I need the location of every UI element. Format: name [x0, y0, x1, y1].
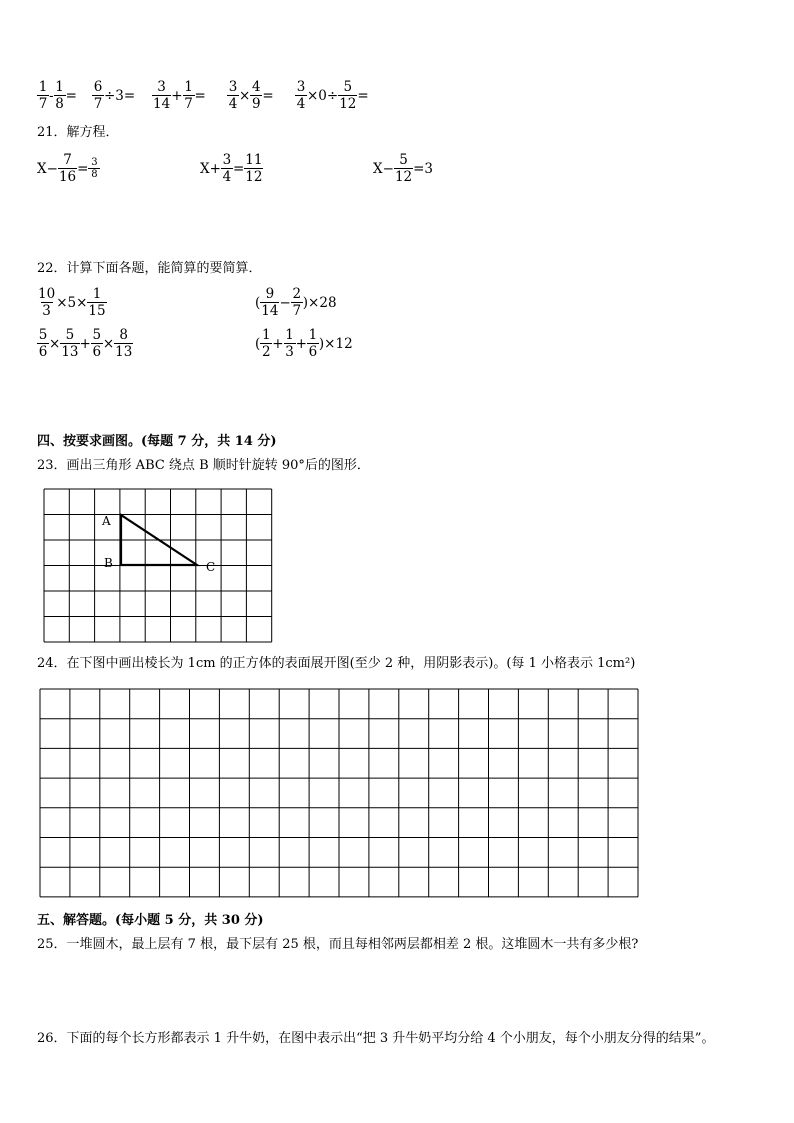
expr-4: $\frac{3}{4}$ × $\frac{4}{9}$ = [228, 79, 274, 112]
label-b: B [104, 556, 113, 570]
q21-title: 21．解方程． [37, 125, 119, 140]
expr-1: $\frac{1}{7}$ - $\frac{1}{8}$ = [38, 79, 77, 112]
q21-equation-2: X+ $\frac{3}{4}$ = $\frac{11}{12}$ [200, 152, 263, 185]
q22-problem-4: ( $\frac{1}{2}$ + $\frac{1}{3}$ + $\frac{1}{6}$ )×12 [255, 327, 353, 360]
q23-grid [43, 487, 283, 643]
q22-title: 22．计算下面各题，能简算的要简算． [37, 261, 262, 276]
expr-2: $\frac{6}{7}$ ÷3= [93, 79, 136, 112]
q22-problem-3: $\frac{5}{6}$ × $\frac{5}{13}$ + $\frac{5}{6}$ × $\frac{8}{13}$ [38, 327, 133, 360]
expr-5: $\frac{3}{4}$ ×0÷ $\frac{5}{12}$ = [296, 79, 369, 112]
q21-equation-3: X− $\frac{5}{12}$ =3 [373, 152, 434, 185]
label-c: C [206, 560, 216, 574]
expr-3: $\frac{3}{14}$ + $\frac{1}{7}$ = [153, 79, 206, 112]
section-5-heading: 五、解答题。(每小题 5 分，共 30 分) [37, 913, 264, 928]
q24-title: 24．在下图中画出棱长为 1cm 的正方体的表面展开图(至少 2 种，用阴影表示)。(每 1 小格表示 1cm²) [37, 656, 636, 671]
q21-equation-1: X− $\frac{7}{16}$ = $\frac{3}{8}$ [37, 152, 100, 185]
q22-problem-1: $\frac{10}{3}$ ×5× $\frac{1}{15}$ [38, 286, 106, 319]
label-a: A [102, 514, 111, 528]
section-4-heading: 四、按要求画图。(每题 7 分，共 14 分) [37, 434, 277, 449]
q24-grid [39, 688, 640, 898]
q23-title: 23．画出三角形 ABC 绕点 B 顺时针旋转 90°后的图形． [37, 458, 370, 473]
q25-text: 25．一堆圆木，最上层有 7 根，最下层有 25 根，而且每相邻两层都相差 2 根。这堆圆木一共有多少根? [37, 937, 639, 952]
q26-text: 26．下面的每个长方形都表示 1 升牛奶，在图中表示出“把 3 升牛奶平均分给 4 个小朋友，每个小朋友分得的结果”。 [37, 1031, 715, 1046]
q22-problem-2: ( $\frac{9}{14}$ − $\frac{2}{7}$ )×28 [255, 286, 337, 319]
